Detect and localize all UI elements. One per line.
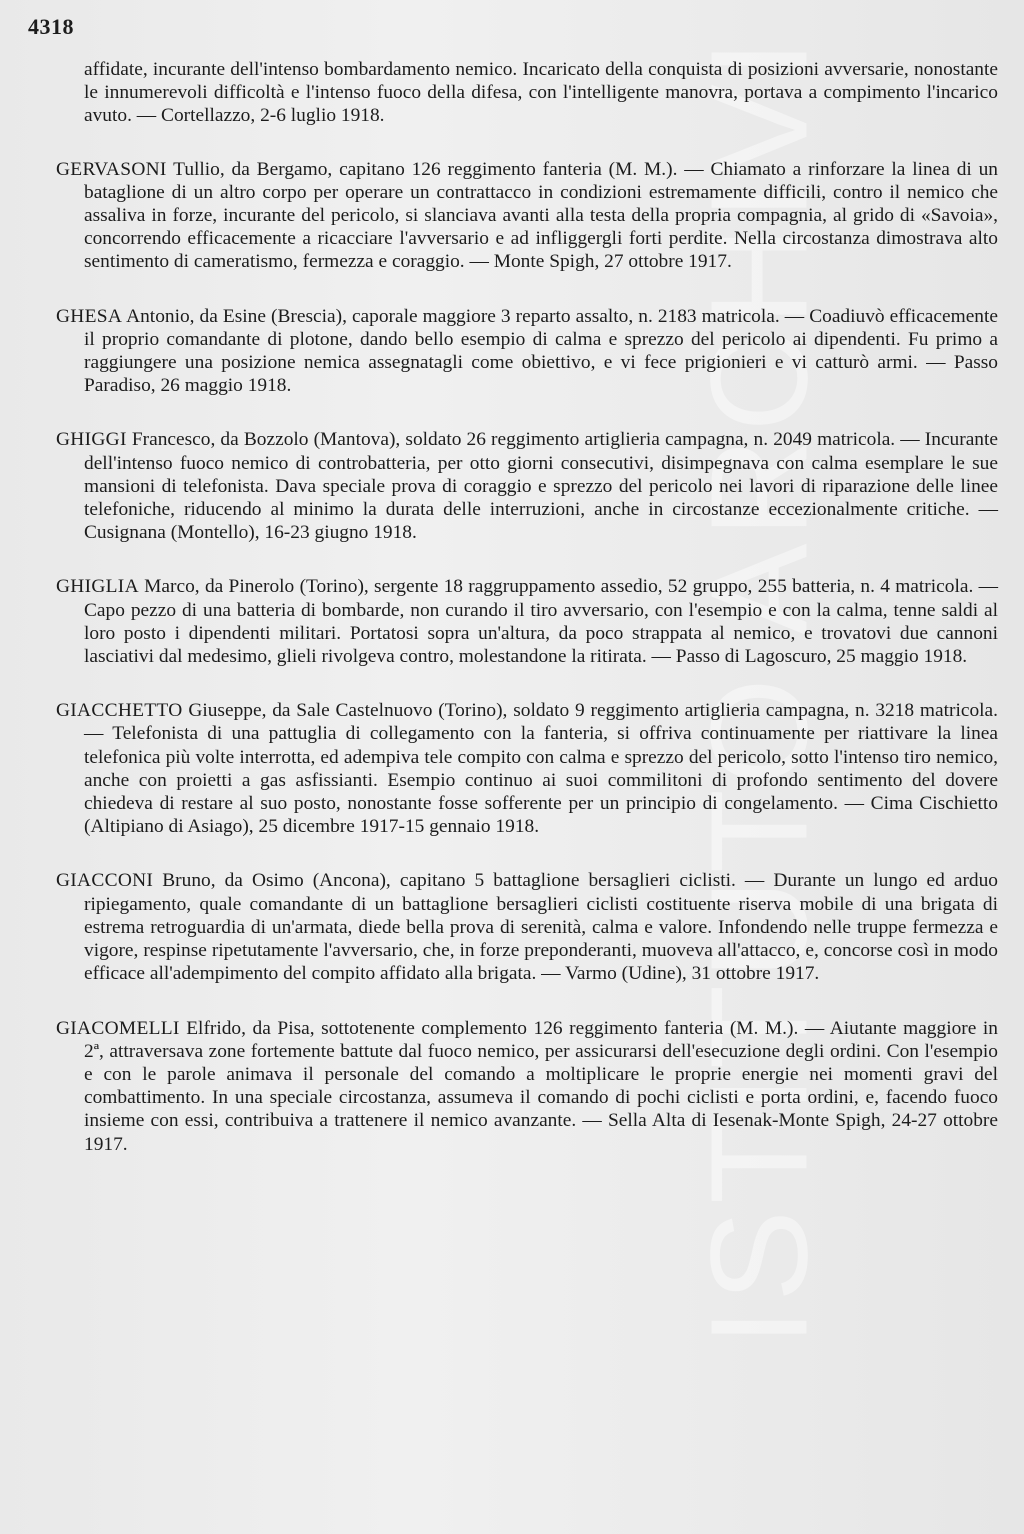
entry-surname: GHESA	[56, 305, 123, 327]
entry-text: Elfrido, da Pisa, sottotenente complemento 126 reggimento fanteria (M. M.). — Aiutante maggiore in 2ª, attraversava zone fortemente battute dal fuoco nemico, per assicurarsi dell'esecuzione degli ordini. Con l'esempio e con le parole animava il personale del comando a moltiplicare le proprie energie nei momenti gravi del combattimento. In una speciale circostanza, assumeva il comando di pochi ciclisti e porta ordini, e, facendo fuoco insieme con essi, contribuiva a trattenere il nemico avanzante. — Sella Alta di Iesenak-Monte Spigh, 24-27 ottobre 1917.	[84, 1017, 998, 1155]
entry-surname: GIACCONI	[56, 870, 154, 892]
entry-text: Tullio, da Bergamo, capitano 126 reggimento fanteria (M. M.). — Chiamato a rinforzare la linea di un bataglione di un altro corpo per operare un contrattacco in condizioni estremamente difficili, contro il nemico che assaliva in forze, incurante del pericolo, si slanciava avanti alla testa della propria compagnia, al grido di «Savoia», concorrendo efficacemente a ricacciare l'avversario e ad infliggergli forti perdite. Nella circostanza dimostrava alto sentimento di cameratismo, fermezza e coraggio. — Monte Spigh, 27 ottobre 1917.	[84, 158, 998, 273]
citation-entry	[56, 699, 998, 838]
entry-surname: GHIGGI	[56, 429, 127, 451]
entry-text: Francesco, da Bozzolo (Mantova), soldato 26 reggimento artiglieria campagna, n. 2049 matricola. — Incurante dell'intenso fuoco nemico di controbatteria, per otto giorni consecutivi, disimpegnava con calma esemplare le sue mansioni di telefonista. Dava speciale prova di coraggio e sprezzo del pericolo nei lavori di riparazione delle linee telefoniche, riducendo al minimo la durata delle interruzioni, anche in circostanze eccezionalmente critiche. — Cusignana (Montello), 16-23 giugno 1918.	[84, 429, 998, 544]
entry-surname: GERVASONI	[56, 158, 167, 180]
watermark-text: ISTITUTO ARCHIVI	[682, 33, 837, 1347]
citation-entry	[56, 305, 998, 398]
continuation-paragraph: affidate, incurante dell'intenso bombardamento nemico. Incaricato della conquista di posizioni avversarie, nonostante le innumerevoli difficoltà e l'intenso fuoco della difesa, con l'intelligente manovra, portava a compimento l'incarico avuto. — Cortellazzo, 2-6 luglio 1918.	[84, 59, 998, 127]
citation-entry	[56, 428, 998, 544]
entry-surname: GIACOMELLI	[56, 1017, 180, 1039]
entry-text: Bruno, da Osimo (Ancona), capitano 5 battaglione bersaglieri ciclisti. — Durante un lungo ed arduo ripiegamento, quale comandante di un battaglione bersaglieri ciclisti costituente riserva mobile di una brigata di estrema retroguardia di un'armata, diede bella prova di serenità, calma e valore. Infondendo nelle truppe fermezza e vigore, respinse ripetutamente l'avversario, che, in forze preponderanti, muoveva all'attacco, e, concorse così in modo efficace all'adempimento del compito affidato alla brigata. — Varmo (Udine), 31 ottobre 1917.	[84, 870, 998, 985]
entry-text: Marco, da Pinerolo (Torino), sergente 18 raggruppamento assedio, 52 gruppo, 255 batteria, n. 4 matricola. — Capo pezzo di una batteria di bombarde, non curando il tiro avversario, con l'esempio e con la calma, tenne saldi al loro posto i dipendenti militari. Portatosi sopra un'altura, da poco strappata al nemico, e trovatovi due cannoni lasciativi dal medesimo, glieli rivolgeva contro, molestandone la ritirata. — Passo di Lagoscuro, 25 maggio 1918.	[84, 576, 998, 668]
entry-text: Antonio, da Esine (Brescia), caporale maggiore 3 reparto assalto, n. 2183 matricola. — Coadiuvò efficacemente il proprio comandante di plotone, dando bello esempio di calma e sprezzo del pericolo ai dipendenti. Fu primo a raggiungere una posizione nemica assegnatagli come obiettivo, e vi fece prigionieri e vi catturò armi. — Passo Paradiso, 26 maggio 1918.	[84, 305, 998, 397]
citation-entry	[56, 575, 998, 668]
entry-surname: GHIGLIA	[56, 576, 139, 598]
entry-surname: GIACCHETTO	[56, 700, 183, 722]
citation-entry	[56, 869, 998, 985]
page-number: 4318	[28, 14, 74, 39]
entry-text: Giuseppe, da Sale Castelnuovo (Torino), soldato 9 reggimento artiglieria campagna, n. 3218 matricola. — Telefonista di una pattuglia di collegamento con la fanteria, si offriva continuamente per riattivare la linea telefonica più volte interrotta, ed adempiva tele compito con calma e sprezzo del pericolo, sotto l'intenso tiro nemico, anche con proietti a gas asfissianti. Esempio continuo ai suoi commilitoni di profondo sentimento del dovere chiedeva di restare al suo posto, nonostante fosse sofferente per un principio di congelamento. — Cima Cischietto (Altipiano di Asiago), 25 dicembre 1917-15 gennaio 1918.	[84, 700, 998, 838]
citation-entry	[56, 158, 998, 274]
citation-entry	[56, 1017, 998, 1156]
document-body	[56, 58, 998, 1187]
